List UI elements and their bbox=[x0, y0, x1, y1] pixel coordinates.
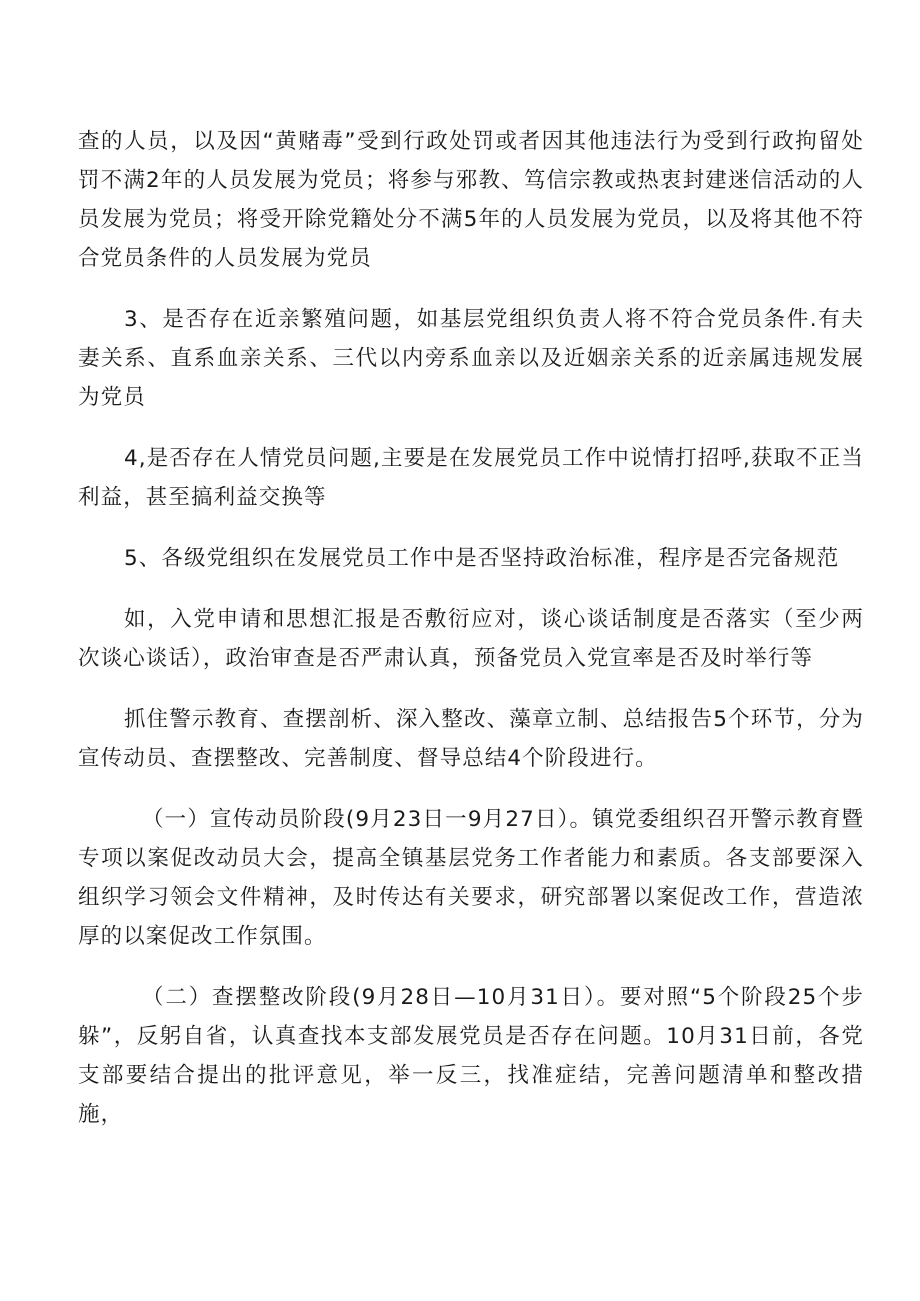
paragraph-5: 如，入党申请和思想汇报是否敷衍应对，谈心谈话制度是否落实（至少两次谈心谈话），政治审查是否严肃认真，预备党员入党宣率是否及时举行等 bbox=[78, 607, 864, 671]
paragraph-8: （二）查摆整改阶段(9月28日—10月31日）。要对照“5个阶段25个步躲”，反躬自省，认真查找本支部发展党员是否存在问题。10月31日前，各党支部要结合提出的批评意见，举一反三，找准症结，完善问题清单和整改措施， bbox=[78, 985, 864, 1127]
paragraph-7: （一）宣传动员阶段(9月23日一9月27日）。镇党委组织召开警示教育暨专项以案促改动员大会，提高全镇基层党务工作者能力和素质。各支部要深入组织学习领会文件精神，及时传达有关要求，研究部署以案促改工作，营造浓厚的以案促改工作氛围。 bbox=[78, 807, 864, 949]
paragraph-6: 抓住警示教育、查摆剖析、深入整改、藻章立制、总结报告5个环节，分为宣传动员、查摆整改、完善制度、督导总结4个阶段进行。 bbox=[78, 707, 864, 771]
paragraph-2: 3、是否存在近亲繁殖问题，如基层党组织负责人将不符合党员条件.有夫妻关系、直系血亲关系、三代以内旁系血亲以及近姻亲关系的近亲属违规发展为党员 bbox=[78, 307, 864, 410]
paragraph-3: 4,是否存在人情党员问题,主要是在发展党员工作中说情打招呼,获取不正当利益，甚至搞利益交换等 bbox=[78, 446, 864, 510]
paragraph-4: 5、各级党组织在发展党员工作中是否坚持政治标准，程序是否完备规范 bbox=[124, 546, 840, 571]
paragraph-1: 查的人员，以及因“黄赌毒”受到行政处罚或者因其他违法行为受到行政拘留处罚不满2年的人员发展为党员；将参与邪教、笃信宗教或热衷封建迷信活动的人员发展为党员；将受开除党籍处分不满5年的人员发展为党员，以及将其他不符合党员条件的人员发展为党员 bbox=[78, 129, 864, 271]
document-page bbox=[78, 122, 864, 1134]
